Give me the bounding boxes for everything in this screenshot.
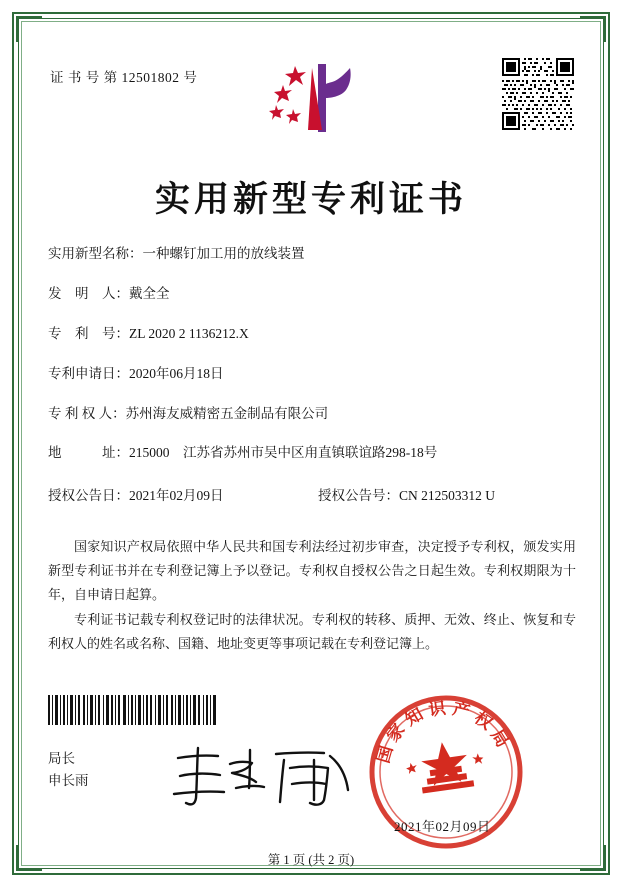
- page-title: 实用新型专利证书: [154, 179, 467, 220]
- paragraph-legal-status: [48, 608, 576, 656]
- label-patentee: 专 利 权 人：: [48, 405, 126, 421]
- field-address: [48, 444, 576, 463]
- page-footer: 第 1 页 (共 2 页): [267, 853, 355, 867]
- field-list: [48, 245, 576, 508]
- field-inventor: [48, 285, 576, 304]
- field-application-date: [48, 365, 576, 384]
- label-grant-date: 授权公告日：: [48, 488, 129, 504]
- label-grant-publication-number: 授权公告号：: [318, 488, 399, 504]
- field-patent-number: [48, 325, 576, 344]
- certificate-content: [34, 30, 588, 867]
- signatory-block: [48, 748, 89, 793]
- paragraph-1-text: 国家知识产权局依照中华人民共和国专利法经过初步审查，决定授予专利权，颁发实用新型专利证书并在专利登记簿上予以登记。专利权自授权公告之日起生效。专利权期限为十年，自申请日起算。: [48, 539, 576, 603]
- field-grant-row: [48, 484, 576, 504]
- label-inventor: 发 明 人：: [48, 285, 129, 301]
- value-patent-number: ZL 2020 2 1136212.X: [129, 325, 249, 341]
- label-application-date: 专利申请日：: [48, 365, 129, 381]
- field-utility-model-name: [48, 245, 576, 264]
- svg-text:国: 国: [373, 743, 398, 766]
- value-address: 215000 江苏省苏州市吴中区甪直镇联谊路298-18号: [129, 445, 438, 461]
- signatory-title: 局长: [48, 751, 75, 766]
- signatory-name: 申长雨: [48, 773, 89, 789]
- grant-publication-group: [318, 484, 495, 504]
- certificate-number: 证 书 号 第 12501802 号: [50, 70, 198, 85]
- svg-text:家: 家: [383, 720, 410, 747]
- label-patent-number: 专 利 号：: [48, 325, 129, 341]
- value-inventor: 戴全全: [129, 285, 170, 301]
- value-patentee: 苏州海友威精密五金制品有限公司: [125, 405, 329, 421]
- value-grant-publication-number: CN 212503312 U: [399, 488, 496, 504]
- label-address: 地 址：: [48, 445, 129, 461]
- paragraph-2-text: 专利证书记载专利权登记时的法律状况。专利权的转移、质押、无效、终止、恢复和专利权人的姓名或名称、国籍、地址变更等事项记载在专利登记簿上。: [48, 612, 576, 652]
- value-grant-date: 2021年02月09日: [129, 488, 224, 504]
- value-utility-model-name: 一种螺钉加工用的放线装置: [142, 246, 305, 261]
- svg-text:知: 知: [402, 704, 427, 731]
- handwritten-signature-icon: [164, 742, 354, 812]
- seal-date: 2021年02月09日: [394, 819, 491, 834]
- field-patentee: [48, 405, 576, 424]
- qr-code: [502, 58, 574, 130]
- value-application-date: 2020年06月18日: [129, 365, 224, 381]
- paragraph-grant-statement: [48, 535, 576, 607]
- label-utility-model-name: 实用新型名称：: [48, 246, 143, 261]
- svg-text:产: 产: [450, 699, 472, 723]
- barcode: [48, 695, 218, 725]
- svg-text:权: 权: [470, 707, 496, 735]
- svg-text:局: 局: [486, 726, 513, 752]
- grant-date-group: [48, 484, 318, 504]
- cnipa-logo-icon: [256, 58, 366, 138]
- svg-text:识: 识: [427, 698, 448, 721]
